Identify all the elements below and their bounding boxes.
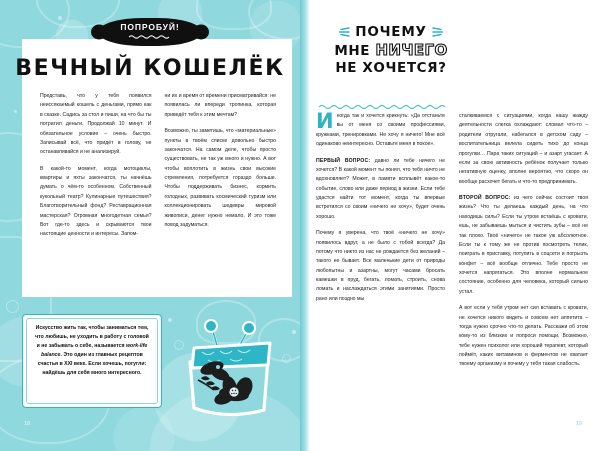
tip-text-after: . Это один из главных рецептов счастья в XXI веке. Если хочешь, погугли: найдёшь для себя много интересного. — [37, 351, 147, 376]
paragraph-with-dropcap — [316, 109, 445, 150]
try-it-banner — [98, 18, 201, 46]
title-line-1-row — [316, 24, 466, 40]
right-page-title — [316, 24, 466, 76]
paragraph: А вот если у тебя утром нет сил вставать с кровати, не хочется никого видеть и совсем нет аппетита – тогда нужно срочно что-то делать. Расскажи об этом кому-то из близких и попроси помощи. Возможно, тебе нужен психолог или хороший терапевт, который поймёт, каких витаминов и ферментов не хватает твоему организму и почему у тебя такая слабость. — [459, 305, 588, 368]
try-it-banner-label: ПОПРОБУЙ! — [120, 22, 180, 32]
title-dash-left-icon — [339, 26, 350, 38]
paragraph: сталкиваемся с ситуациями, когда нашу жажду деятельности слегка охлаждают: сломал что-то – родители отругали, набегался в детском саду – воспитательница велела сидеть тихо до конца прогулки… Пара таких ситуаций – и азарт угасает. А если за свою активность ребёнок получает только негативную оценку, вполне вероятно, что скоро он вообще расхочет бегать и что-то предпринимать. — [459, 113, 588, 185]
drop-cap: И — [316, 109, 334, 133]
tip-italic-term: work-life balance — [41, 342, 148, 358]
page-number-right: 19 — [575, 421, 582, 427]
question-label: ПЕРВЫЙ ВОПРОС: — [316, 157, 371, 164]
paragraph: ПЕРВЫЙ ВОПРОС: давно ли тебе ничего не хочется? В какой момент ты понял, что тебя ничто не вдохновляет? Может, в памяти всплывёт какое-то событие, слово или даже период в жизни. Если тебе удастся найти тот момент, когда ты впервые встретился со своим «ничего не хочу», будет очень хорошо. — [316, 157, 445, 220]
paragraph: Возможно, ты заметишь, что «материальные» пункты в твоём списке довольно быстро закончатся. На самом деле, чтобы просто существовать, не так уж много и нужно. А вот чтобы воплотить в жизнь свои высокие стремления, потребуется гораздо больше. Чтобы поддерживать бизнес, кормить голодных, развивать космический туризм или коллекционировать шедевры мировой живописи, денег нужно немало. И это тоже повод задуматься. — [164, 128, 276, 228]
paragraph-text: ногда так и хочется крикнуть: «Да отстаньте вы от меня со своими профессиями, кружками, тренировками. Не хочу я ничего! Мне всё одинаково неинтересно. Оставьте меня в покое». — [316, 113, 445, 148]
title-line-3: НЕ ХОЧЕТСЯ? — [335, 60, 447, 76]
right-column-1 — [316, 109, 445, 377]
purse-with-flowers-illustration — [168, 318, 288, 433]
title-line-2-hollow: НИЧЕГО — [375, 41, 448, 59]
title-line-1: ПОЧЕМУ — [355, 24, 427, 40]
right-column-2 — [459, 112, 588, 377]
page-number-left: 18 — [24, 421, 31, 427]
work-life-balance-tip-box — [22, 314, 162, 408]
try-it-banner-wrap — [0, 18, 300, 46]
paragraph: Представь, что у тебя появился неиссякаемый кошель с деньгами, прямо как в сказке. Садись за стол и пиши, на что бы ты потратил деньги. Продолжай 10 минут. И обязательное условие – очень быстро. Записывай всё, что придёт в голову, не останавливайся и не анализируй. — [40, 93, 152, 156]
title-line-2-plain: МНЕ — [334, 43, 371, 59]
tip-box-text — [34, 324, 150, 378]
left-page-columns — [40, 92, 276, 247]
title-line-2-row — [316, 41, 466, 59]
left-page-title: ВЕЧНЫЙ КОШЕЛЁК — [15, 56, 285, 81]
left-column-1 — [40, 92, 152, 247]
title-dash-right-icon — [432, 26, 443, 38]
paragraph: В какой-то момент, когда мотоциклы, квартиры и яхты закончатся, ты начнёшь думать о чём-то особенном. Собственный кукольный театр? Кулинарные путешествия? Благотворительный фонд? Реставрационная мастерская? Огромная многодетная семья? Вот где-то здесь и скрываются твои настоящие ценности и интересы. Запом- — [40, 165, 152, 238]
paragraph: ВТОРОЙ ВОПРОС: из чего сейчас состоит твоя жизнь? Что ты делаешь каждый день, на что находишь силы? Если ты утром встаёшь с кровати, ешь, не забываешь мыться и чистить зубы – всё не так плохо. Твоё «ничего» не такое уж абсолютное. Если ты к тому же не против посмотреть телик, поиграть в приставку, потупить в соцсети и погрызть конфет – всё вообще отлично. Тебе просто не хочется напрягаться. Это вполне нормальное состояние, особенно для человека, который сильно устал. — [459, 195, 588, 295]
banner-wave-icon — [120, 35, 179, 39]
book-gutter — [300, 0, 310, 451]
paragraph: ни их и время от времени присматривайся: не появилась ли впереди тропинка, которая приведёт тебя к этим мечтам? — [164, 93, 276, 118]
right-page-columns — [316, 109, 588, 377]
paragraph: Почему я уверена, что твоё «ничего не хочу» появилось вдруг, а не было с тобой всегда? Да потому что никто из нас не рождается без желаний – такого не бывает. Все маленькие дети от природы любопытны и азартны, могут часами бросать камешки в пруд, бегать, ломать, строить, снова ломать и наслаждаться этими занятиями. Просто рано или поздно мы — [316, 230, 445, 302]
wavy-separator-icon — [318, 104, 452, 109]
right-page — [300, 0, 600, 451]
tip-text-before: Искусство жить так, чтобы заниматься тем, что любишь, не уходить в работу с головой и не забывать о себе, называется — [35, 325, 149, 349]
left-column-2 — [165, 92, 277, 247]
question-label: ВТОРОЙ ВОПРОС: — [459, 195, 511, 201]
